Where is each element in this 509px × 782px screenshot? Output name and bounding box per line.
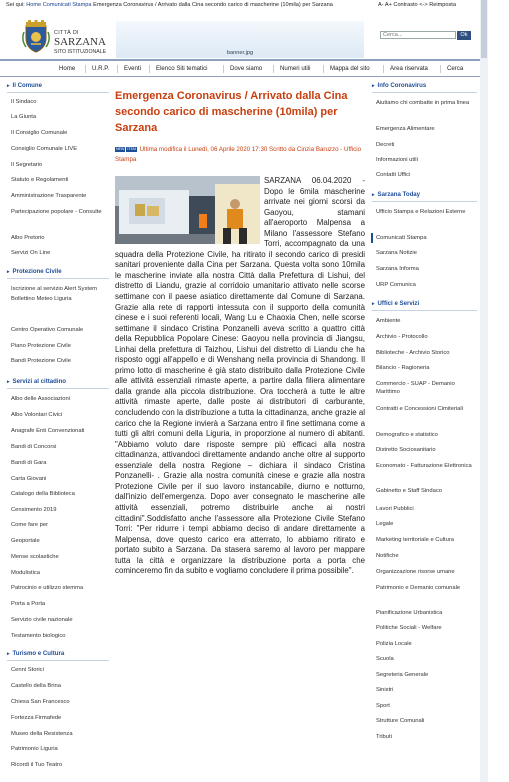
page-scrollbar[interactable] <box>480 0 509 782</box>
nav-item-area-riservata[interactable]: Area riservata <box>390 65 428 72</box>
section-title: Protezione Civile <box>12 268 62 275</box>
sidebar-item-centro-operativo-comunale[interactable]: Centro Operativo Comunale <box>11 327 84 333</box>
sidebar-item-distretto-sociosanitario[interactable]: Distretto Sociosanitario <box>376 447 436 453</box>
breadcrumb <box>6 2 336 9</box>
breadcrumb-home-link[interactable]: Home <box>26 2 42 8</box>
chevron-right-icon: ▸ <box>372 192 375 198</box>
sidebar-item-patrimonio-liguria[interactable]: Patrimonio Liguria <box>11 746 58 752</box>
site-header <box>0 19 480 59</box>
logo-line2: SARZANA <box>54 36 106 48</box>
article-meta-text: Ultima modifica il Lunedì, 06 Aprile 2020 17:30 Scritto da Cinzia Baruzzo - Ufficio Stampa <box>115 146 362 163</box>
breadcrumb-section-link[interactable]: Comunicati Stampa <box>42 2 92 8</box>
sidebar-item-gabinetto-e-staff-sindaco[interactable]: Gabinetto e Staff Sindaco <box>376 488 442 494</box>
sidebar-item-ufficio-stampa-e-relazioni-esterne[interactable]: Ufficio Stampa e Relazioni Esterne <box>376 209 466 215</box>
nav-item-cerca[interactable]: Cerca <box>447 65 464 72</box>
section-divider <box>7 278 109 279</box>
sidebar-item-sarzana-informa[interactable]: Sarzana Informa <box>376 266 419 272</box>
sidebar-item-cenni-storici[interactable]: Cenni Storici <box>11 667 44 673</box>
scrollbar-track[interactable] <box>480 0 488 782</box>
sidebar-item-servizio-civile-nazionale[interactable]: Servizio civile nazionale <box>11 617 73 623</box>
nav-item-eventi[interactable]: Eventi <box>124 65 141 72</box>
search-input[interactable] <box>380 31 456 39</box>
sidebar-item-il-consiglio-comunale[interactable]: Il Consiglio Comunale <box>11 130 68 136</box>
sidebar-item-museo-della-resistenza[interactable]: Museo della Resistenza <box>11 731 73 737</box>
sidebar-item-commercio-suap-demanio-marittimo[interactable]: Commercio - SUAP - Demanio Marittimo <box>376 381 455 395</box>
nav-separator <box>149 65 150 73</box>
sidebar-item-bollettino-meteo-liguria[interactable]: Bollettino Meteo Liguria <box>11 296 72 302</box>
sidebar-item-bandi-di-gara[interactable]: Bandi di Gara <box>11 460 47 466</box>
font-decrease-button[interactable]: A- <box>378 2 384 8</box>
sidebar-item-notifiche[interactable]: Notifiche <box>376 553 399 559</box>
left-sidebar-heading <box>7 82 109 89</box>
left-sidebar-heading <box>7 378 109 385</box>
sidebar-item-politiche-sociali-welfare[interactable]: Politiche Sociali - Welfare <box>376 625 442 631</box>
section-title: Servizi al cittadino <box>12 378 67 385</box>
sidebar-item-partecipazione-popolare-consulte[interactable]: Partecipazione popolare - Consulte <box>11 209 102 215</box>
sidebar-item-statuto-e-regolamenti[interactable]: Statuto e Regolamenti <box>11 177 69 183</box>
nav-separator <box>273 65 274 73</box>
chevron-right-icon: ▸ <box>7 651 10 657</box>
font-increase-button[interactable]: A+ <box>384 2 392 8</box>
nav-separator <box>323 65 324 73</box>
chevron-right-icon: ▸ <box>7 269 10 275</box>
sidebar-item-amministrazione-trasparente[interactable]: Amministrazione Trasparente <box>11 193 87 199</box>
nav-separator <box>223 65 224 73</box>
contrast-button[interactable]: Contrasto <box>393 2 418 8</box>
sidebar-item-biblioteche-archivio-storico[interactable]: Biblioteche - Archivio Storico <box>376 350 450 356</box>
sidebar-item-il-sindaco[interactable]: Il Sindaco <box>11 99 37 105</box>
sidebar-item-piano-protezione-civile[interactable]: Piano Protezione Civile <box>11 343 71 349</box>
logo-line1: CITTÀ DI <box>54 30 79 36</box>
section-divider <box>7 92 109 93</box>
sidebar-item-lavori-pubblici[interactable]: Lavori Pubblici <box>376 506 414 512</box>
sidebar-item-aiutiamo-chi-combatte-in-prima-linea[interactable]: Aiutiamo chi combatte in prima linea <box>376 100 470 106</box>
left-sidebar-heading <box>7 650 109 657</box>
section-divider <box>7 660 109 661</box>
nav-item-elenco-siti-tematici[interactable]: Elenco Siti tematici <box>156 65 208 72</box>
sidebar-item-castello-della-brina[interactable]: Castello della Brina <box>11 683 61 689</box>
sidebar-item-economato-fatturazione-elettronica[interactable]: Economato - Fatturazione Elettronica <box>376 463 472 469</box>
sidebar-item-catalogo-della-biblioteca[interactable]: Catalogo della Biblioteca <box>11 491 75 497</box>
sidebar-item-emergenza-alimentare[interactable]: Emergenza Alimentare <box>376 126 435 132</box>
main-nav <box>0 62 480 77</box>
right-sidebar-heading <box>372 300 477 307</box>
section-divider <box>7 388 109 389</box>
sidebar-item-bandi-di-concorsi[interactable]: Bandi di Concorsi <box>11 444 57 450</box>
sidebar-item-consiglio-comunale-live[interactable]: Consiglio Comunale LIVE <box>11 146 78 152</box>
sidebar-item-decreti[interactable]: Decreti <box>376 142 395 148</box>
breadcrumb-current: Emergenza Coronavirus / Arrivato dalla Cina secondo carico di mascherine (10mila) per Sarzana <box>93 2 333 8</box>
sidebar-item-censimento-2019[interactable]: Censimento 2019 <box>11 507 57 513</box>
top-bar <box>0 0 480 18</box>
article-body-text: SARZANA 06.04.2020 - Dopo le 6mila mascherine arrivate nei giorni scorsi da Gaoyou, stamani all'aeroporto Malpensa a Milano l'assessore Stefano Torri, accompagnato da una squadra della Protezione Civile, ha ritirato il secondo carico di presidi sanitari proveniente dalla Cina per Sarzana. Questa volta sono 10mila le mascherine inviate alla nostra Città dalla Prefettura di Lishui, del distretto di Liandu, grazie al corridoio umanitario attivato nelle scorse settimane con il paese asiatico direttamente dal Comune di Sarzana. Grazie alla rete di rapporti intessuta con il supporto della comunità cinese e i suoi referenti locali, Wang Lu e Chaoxia Chen, nelle scorse settimane il sindaco Cristina Ponzanelli aveva scritto a quattro città della Repubblica Popolare Cinese: Gaoyou nella provincia di Jiangsu, Linhai della prefettura di Taizhou, Lishui del distretto di Liandu che ha risposto oggi all'appello e di Wenshang nella provincia di Shandong. Il primo lotto di mascherine è già stato distribuito dalla Protezione Civile alle attività essenziali rimaste aperte, a partire dalla filiera alimentare dalla grande alla piccola distribuzione. Ora toccherà a tutte le altre attività rimaste aperte, dalle poste ai distributori di carburante, concludendo con la distribuzione a tutta la cittadinanza, anche grazie al carico che la Regione invierà a Sarzana entro il fine settimana come a tutti gli altri comuni della Liguria, in proporzione al numero di abitanti. "Abbiamo voluto dare risposte sempre più efficaci alla nostra cittadinanza, attivandoci direttamente andando anche oltre al supporto essenziale della nostra Regione – dichiara il sindaco Cristina Ponzanelli- . Grazie alla nostra comunità cinese e grazie alla nostra Protezione Civile per il suo lavoro instancabile, diurno e notturno, dall'inizio dell'emergenza. Dopo aver consegnato le mascherine alle attività essenziali, potremo distribuirle anche ai nostri cittadini".Soddisfatto anche l'assessore alla Protezione Civile Stefano Torri: "Per ridurre i tempi abbiamo deciso di andare direttamente a Malpensa, dove questo carico era atterrato, lo abbiamo ritirato e portato subito a Sarzana. Da stasera saremo al lavoro per mappare tutta la città e organizzare la distribuzione porta a porta che cominceremo fin da subito e vogliamo concludere il prima possibile". <box>115 176 365 576</box>
section-title: Uffici e Servizi <box>377 300 420 307</box>
sidebar-item-sinistri[interactable]: Sinistri <box>376 687 394 693</box>
sidebar-item-scuola[interactable]: Scuola <box>376 656 394 662</box>
photo-float-spacer <box>115 176 264 246</box>
right-sidebar-heading <box>372 191 477 198</box>
article-title: Emergenza Coronavirus / Arrivato dalla Cina secondo carico di mascherine (10mila) per Sarzana <box>115 90 348 134</box>
nav-separator <box>117 65 118 73</box>
sidebar-item-patrimonio-e-demanio-comunale[interactable]: Patrimonio e Demanio comunale <box>376 585 461 591</box>
active-item-marker <box>371 233 373 243</box>
header-divider <box>0 59 480 61</box>
sidebar-item-testamento-biologico[interactable]: Testamento biologico <box>11 633 66 639</box>
article-meta <box>115 145 367 164</box>
sidebar-item-marketing-territoriale-e-cultura[interactable]: Marketing territoriale e Cultura <box>376 537 454 543</box>
section-title: Sarzana Today <box>377 191 421 198</box>
section-divider <box>372 310 477 311</box>
sidebar-item-carta-giovani[interactable]: Carta Giovani <box>11 476 47 482</box>
sidebar-item-iscrizione-al-servizio-alert-system[interactable]: Iscrizione al servizio Alert System <box>11 286 98 292</box>
sidebar-item-comunicati-stampa[interactable]: Comunicati Stampa <box>376 235 427 241</box>
accessibility-tools <box>378 2 456 9</box>
sidebar-item-albo-delle-associazioni[interactable]: Albo delle Associazioni <box>11 396 70 402</box>
sidebar-item-sport[interactable]: Sport <box>376 703 390 709</box>
scrollbar-thumb[interactable] <box>481 0 487 58</box>
banner-alt-text: banner.jpg <box>226 50 254 56</box>
sidebar-item-patrocinio-e-utilizzo-stemma[interactable]: Patrocinio e utilizzo stemma <box>11 585 84 591</box>
section-title: Il Comune <box>12 82 42 89</box>
nav-item-mappa-del-sito[interactable]: Mappa del sito <box>330 65 370 72</box>
sidebar-item-archivio-protocollo[interactable]: Archivio - Protocollo <box>376 334 428 340</box>
nav-item-numeri-utili[interactable]: Numeri utili <box>280 65 311 72</box>
chevron-right-icon: ▸ <box>7 379 10 385</box>
nav-separator <box>85 65 86 73</box>
chevron-right-icon: ▸ <box>372 83 375 89</box>
logo-line3: SITO ISTITUZIONALE <box>54 49 107 55</box>
nav-item-home[interactable]: Home <box>59 65 76 72</box>
article-body <box>115 176 365 577</box>
sidebar-item-strutture-comunali[interactable]: Strutture Comunali <box>376 718 425 724</box>
sidebar-item-come-fare-per[interactable]: Come fare per <box>11 522 49 528</box>
sidebar-item-legale[interactable]: Legale <box>376 521 394 527</box>
sidebar-item-segreteria-generale[interactable]: Segreteria Generale <box>376 672 429 678</box>
sidebar-item-urp-comunica[interactable]: URP Comunica <box>376 282 416 288</box>
sidebar-item-polizia-locale[interactable]: Polizia Locale <box>376 641 412 647</box>
sidebar-item-organizzazione-risorse-umane[interactable]: Organizzazione risorse umane <box>376 569 455 575</box>
sidebar-item-albo-volontari-civici[interactable]: Albo Volontari Civici <box>11 412 63 418</box>
section-title: Turismo e Cultura <box>12 650 65 657</box>
sidebar-item-fortezza-firmafede[interactable]: Fortezza Firmafede <box>11 715 62 721</box>
sidebar-item-pianificazione-urbanistica[interactable]: Pianificazione Urbanistica <box>376 610 443 616</box>
sidebar-item-ricordi-il-tuo-teatro[interactable]: Ricordi il Tuo Teatro <box>11 762 63 768</box>
nav-item-u-r-p[interactable]: U.R.P. <box>92 65 110 72</box>
new-badge: NEW <box>116 147 125 151</box>
right-sidebar-heading <box>372 82 477 89</box>
search-button[interactable]: Ok <box>457 31 471 40</box>
sidebar-item-bandi-protezione-civile[interactable]: Bandi Protezione Civile <box>11 358 71 364</box>
chevron-right-icon: ▸ <box>7 83 10 89</box>
section-divider <box>372 201 477 202</box>
sidebar-item-bilancio-ragioneria[interactable]: Bilancio - Ragioneria <box>376 365 430 371</box>
section-title: Info Coronavirus <box>377 82 427 89</box>
breadcrumb-prefix: Sei qui: <box>6 2 25 8</box>
sidebar-item-contatti-uffici[interactable]: Contatti Uffici <box>376 172 411 178</box>
sidebar-item-modulistica[interactable]: Modulistica <box>11 570 40 576</box>
site-logo[interactable] <box>20 20 115 54</box>
sidebar-item-anagrafe-enti-convenzionati[interactable]: Anagrafe Enti Convenzionati <box>11 428 85 434</box>
sidebar-item-demografico-e-statistico[interactable]: Demografico e statistico <box>376 432 438 438</box>
coat-of-arms-icon <box>20 20 52 54</box>
nav-separator <box>383 65 384 73</box>
sidebar-item-sarzana-notizie[interactable]: Sarzana Notizie <box>376 250 417 256</box>
section-divider <box>372 92 477 93</box>
chevron-right-icon: ▸ <box>372 301 375 307</box>
layout-swap-button[interactable]: <-> <box>419 2 428 8</box>
sidebar-item-informazioni-utili[interactable]: Informazioni utili <box>376 157 418 163</box>
nav-item-dove-siamo[interactable]: Dove siamo <box>230 65 263 72</box>
sidebar-item-tributi[interactable]: Tributi <box>376 734 392 740</box>
sidebar-item-ambiente[interactable]: Ambiente <box>376 318 401 324</box>
header-banner <box>116 21 364 58</box>
item-badge: ITEM <box>127 147 136 151</box>
sidebar-item-porta-a-porta[interactable]: Porta a Porta <box>11 601 46 607</box>
sidebar-item-geoportale[interactable]: Geoportale <box>11 538 40 544</box>
nav-separator <box>440 65 441 73</box>
reset-button[interactable]: Reimposta <box>429 2 456 8</box>
sidebar-item-contratti-e-concessioni-cimiteriali[interactable]: Contratti e Concessioni Cimiteriali <box>376 406 463 412</box>
left-sidebar-heading <box>7 268 109 275</box>
sidebar-item-il-segretario[interactable]: Il Segretario <box>11 162 43 168</box>
sidebar-item-servizi-on-line[interactable]: Servizi On Line <box>11 250 51 256</box>
sidebar-item-albo-pretorio[interactable]: Albo Pretorio <box>11 235 45 241</box>
sidebar-item-chiesa-san-francesco[interactable]: Chiesa San Francesco <box>11 699 70 705</box>
sidebar-item-la-giunta[interactable]: La Giunta <box>11 114 37 120</box>
sidebar-item-mense-scolastiche[interactable]: Mense scolastiche <box>11 554 59 560</box>
